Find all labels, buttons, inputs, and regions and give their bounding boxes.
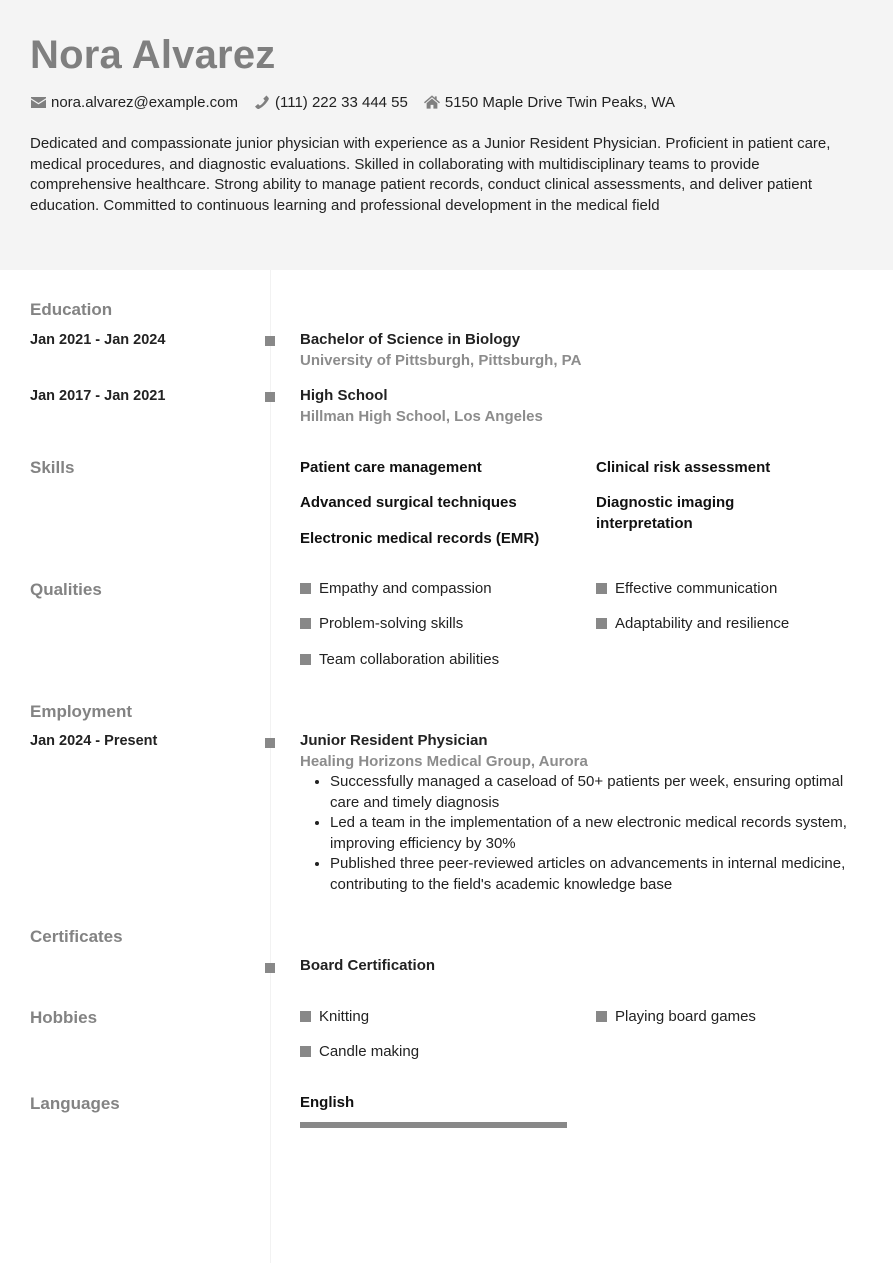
quality-item — [596, 580, 777, 597]
quality-label: Empathy and compassion — [319, 580, 492, 597]
hobby-item — [300, 1008, 369, 1025]
certificate-name: Board Certification — [300, 957, 436, 974]
certificates-title: Certificates — [30, 927, 123, 946]
job-title: Junior Resident Physician — [300, 732, 488, 749]
skill-item: Clinical risk assessment — [596, 459, 771, 476]
employment-title: Employment — [30, 702, 133, 721]
skill-item: Electronic medical records (EMR) — [300, 530, 540, 547]
skill-item: Patient care management — [300, 459, 482, 476]
quality-label: Effective communication — [615, 580, 778, 597]
timeline-divider — [270, 270, 271, 1263]
timeline-marker — [265, 336, 275, 346]
square-bullet-icon — [300, 1046, 311, 1057]
achievement-item: • Led a team in the implementation of a new electronic medical records system, improving efficiency by 30% — [330, 813, 865, 854]
square-bullet-icon — [596, 583, 607, 594]
quality-label: Team collaboration abilities — [319, 651, 500, 668]
skill-item: Diagnostic imaging interpretation — [596, 494, 735, 532]
contact-address — [424, 94, 675, 111]
timeline-marker — [265, 738, 275, 748]
hobby-label: Knitting — [319, 1008, 370, 1025]
timeline-marker — [265, 392, 275, 402]
square-bullet-icon — [300, 1011, 311, 1022]
square-bullet-icon — [596, 618, 607, 629]
job-achievements — [300, 772, 865, 896]
email-text[interactable]: nora.alvarez@example.com — [51, 93, 238, 111]
achievement-item: • Published three peer-reviewed articles on advancements in internal medicine, contributing to the field's academic knowledge base — [330, 854, 865, 895]
education-school: University of Pittsburgh, Pittsburgh, PA — [300, 352, 582, 369]
quality-label: Adaptability and resilience — [615, 615, 790, 632]
profile-summary: Dedicated and compassionate junior physician with experience as a Junior Resident Physician. Proficient in patient care, medical procedures, and diagnostic evaluations. Skilled in collaborating with multidisciplinary teams to provide comprehensive healthcare. Strong ability to manage patient records, conduct clinical assessments, and deliver patient education. Committed to continuous learning and professional development in the medical field — [30, 135, 831, 215]
language-name: English — [300, 1094, 355, 1111]
resume-header — [0, 0, 893, 270]
hobby-item — [300, 1043, 419, 1060]
education-degree: Bachelor of Science in Biology — [300, 331, 521, 348]
square-bullet-icon — [300, 583, 311, 594]
quality-item — [596, 615, 789, 632]
hobby-label: Playing board games — [615, 1008, 756, 1025]
education-date: Jan 2021 - Jan 2024 — [30, 332, 166, 348]
languages-title: Languages — [30, 1094, 120, 1113]
quality-label: Problem-solving skills — [319, 615, 464, 632]
quality-item — [300, 580, 492, 597]
language-level-bar — [300, 1122, 567, 1128]
square-bullet-icon — [596, 1011, 607, 1022]
education-degree: High School — [300, 387, 388, 404]
home-icon — [424, 95, 440, 109]
hobby-item — [596, 1008, 756, 1025]
candidate-name: Nora Alvarez — [30, 33, 276, 77]
contact-phone — [254, 94, 408, 111]
education-date: Jan 2017 - Jan 2021 — [30, 388, 166, 404]
hobbies-title: Hobbies — [30, 1008, 98, 1027]
contact-info — [30, 92, 863, 112]
address-text: 5150 Maple Drive Twin Peaks, WA — [444, 93, 675, 111]
quality-item — [300, 615, 463, 632]
qualities-title: Qualities — [30, 580, 102, 599]
education-title: Education — [30, 300, 113, 319]
job-company: Healing Horizons Medical Group, Aurora — [300, 753, 588, 770]
employment-date: Jan 2024 - Present — [30, 733, 158, 749]
envelope-icon — [30, 95, 46, 109]
language-level-fill — [300, 1122, 567, 1128]
achievement-item: • Successfully managed a caseload of 50+ patients per week, ensuring optimal care and timely diagnosis — [330, 772, 865, 813]
timeline-marker — [265, 963, 275, 973]
education-school: Hillman High School, Los Angeles — [300, 408, 543, 425]
square-bullet-icon — [300, 618, 311, 629]
skills-title: Skills — [30, 458, 75, 477]
contact-email — [30, 94, 238, 111]
hobby-label: Candle making — [319, 1043, 420, 1060]
square-bullet-icon — [300, 654, 311, 665]
phone-text[interactable]: (111) 222 33 444 55 — [274, 93, 408, 111]
skill-item: Advanced surgical techniques — [300, 494, 517, 511]
phone-icon — [254, 95, 270, 109]
quality-item — [300, 651, 499, 668]
